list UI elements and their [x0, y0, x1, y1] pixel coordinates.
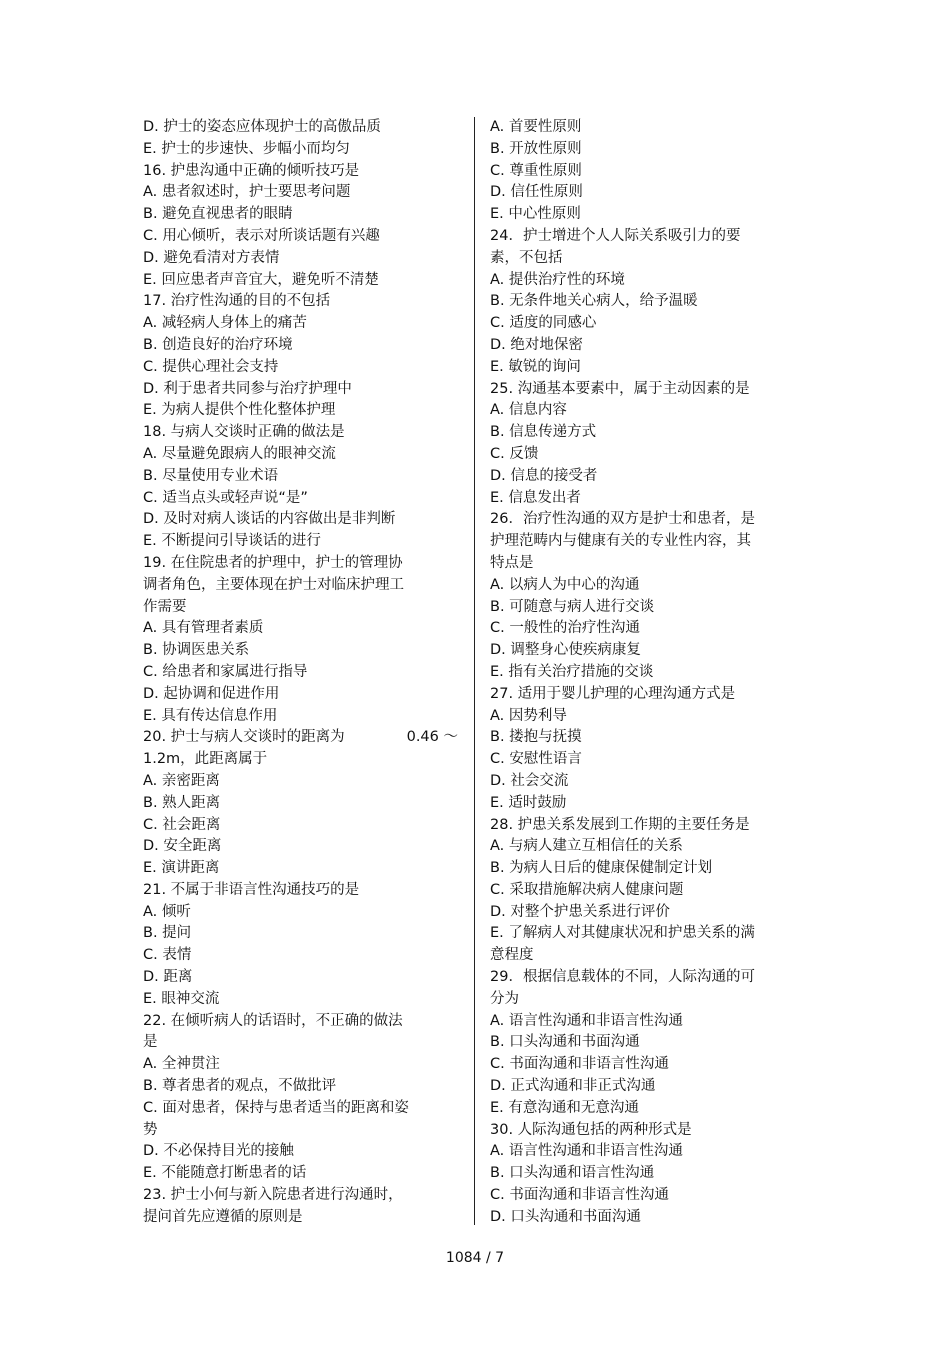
text-line: 27. 适用于婴儿护理的心理沟通方式是 — [490, 685, 736, 702]
text-line: A. 减轻病人身体上的痛苦 — [143, 315, 307, 332]
text-line: B. 提问 — [143, 925, 192, 942]
text-line: C. 反馈 — [490, 445, 539, 462]
text-line: E. 敏锐的询问 — [490, 358, 581, 375]
text-line: 意程度 — [490, 947, 534, 964]
question-20-line — [143, 727, 458, 749]
text-line: A. 亲密距离 — [143, 772, 220, 789]
text-line: B. 开放性原则 — [490, 140, 582, 157]
text-line: 特点是 — [490, 554, 534, 571]
text-line: D. 护士的姿态应体现护士的高傲品质 — [143, 119, 381, 135]
text-line: E. 适时鼓励 — [490, 794, 567, 811]
text-line: C. 一般性的治疗性沟通 — [490, 620, 640, 637]
text-line: C. 书面沟通和非语言性沟通 — [490, 1056, 669, 1073]
text-line: 23. 护士小何与新入院患者进行沟通时， — [143, 1187, 403, 1204]
text-line: C. 给患者和家属进行指导 — [143, 663, 308, 680]
text-line: B. 避免直视患者的眼睛 — [143, 206, 293, 223]
text-line: C. 书面沟通和非语言性沟通 — [490, 1187, 669, 1204]
text-line: D. 信息的接受者 — [490, 467, 598, 484]
text-line: D. 口头沟通和书面沟通 — [490, 1208, 641, 1225]
text-line: 18. 与病人交谈时正确的做法是 — [143, 424, 345, 441]
text-line: A. 信息内容 — [490, 402, 567, 419]
text-line: C. 安慰性语言 — [490, 751, 582, 768]
text-line: E. 有意沟通和无意沟通 — [490, 1099, 639, 1116]
text-line: E. 中心性原则 — [490, 206, 581, 223]
text-line: D. 距离 — [143, 969, 193, 986]
text-line: B. 口头沟通和语言性沟通 — [490, 1165, 655, 1182]
text-line: C. 社会距离 — [143, 816, 221, 833]
text-line: D. 调整身心使疾病康复 — [490, 642, 641, 659]
text-line: A. 语言性沟通和非语言性沟通 — [490, 1143, 683, 1160]
column-divider — [474, 117, 475, 1225]
text-line: E. 为病人提供个性化整体护理 — [143, 402, 336, 419]
text-line: C. 用心倾听，表示对所谈话题有兴趣 — [143, 227, 380, 244]
text-line: 16. 护患沟通中正确的倾听技巧是 — [143, 162, 360, 179]
text-line: E. 护士的步速快、步幅小而均匀 — [143, 140, 350, 157]
text-line: D. 避免看清对方表情 — [143, 249, 280, 266]
text-line: C. 表情 — [143, 947, 192, 964]
text-line: A. 倾听 — [143, 903, 191, 920]
text-line: B. 协调医患关系 — [143, 642, 250, 659]
text-line: A. 尽量避免跟病人的眼神交流 — [143, 445, 336, 462]
text-line: 作需要 — [143, 598, 187, 615]
page-number: 1084 / 7 — [445, 1250, 505, 1266]
text-line: 分为 — [490, 990, 519, 1007]
text-line: A. 因势利导 — [490, 707, 567, 724]
text-line: B. 尊者患者的观点，不做批评 — [143, 1078, 337, 1095]
text-line: D. 社会交流 — [490, 772, 569, 789]
text-line: 提问首先应遵循的原则是 — [143, 1208, 303, 1225]
text-line: E. 不断提问引导谈话的进行 — [143, 533, 321, 550]
text-line: B. 无条件地关心病人，给予温暖 — [490, 293, 698, 310]
text-line: 19. 在住院患者的护理中，护士的管理协 — [143, 554, 403, 571]
text-line: D. 利于患者共同参与治疗护理中 — [143, 380, 352, 397]
text-line: D. 不必保持目光的接触 — [143, 1143, 294, 1160]
text-line: 30. 人际沟通包括的两种形式是 — [490, 1121, 692, 1138]
text-line: C. 提供心理社会支持 — [143, 358, 279, 375]
text-line: 24．护士增进个人人际关系吸引力的要 — [490, 227, 741, 244]
text-line: B. 熟人距离 — [143, 794, 221, 811]
text-line: C. 适当点头或轻声说“是” — [143, 489, 308, 506]
text-line: E. 回应患者声音宜大，避免听不清楚 — [143, 271, 379, 288]
text-line: 29．根据信息载体的不同，人际沟通的可 — [490, 969, 755, 986]
text-line: E. 演讲距离 — [143, 860, 220, 877]
text-line: E. 眼神交流 — [143, 990, 220, 1007]
text-line: B. 创造良好的治疗环境 — [143, 336, 293, 353]
text-line: D. 安全距离 — [143, 838, 222, 855]
text-line: A. 全神贯注 — [143, 1056, 220, 1073]
text-line: B. 信息传递方式 — [490, 424, 597, 441]
text-line: D. 及时对病人谈话的内容做出是非判断 — [143, 511, 396, 528]
text-line: 素，不包括 — [490, 249, 563, 266]
text-line: A. 提供治疗性的环境 — [490, 271, 625, 288]
text-line: E. 了解病人对其健康状况和护患关系的满 — [490, 925, 755, 942]
left-column — [143, 117, 458, 1229]
text-line: A. 语言性沟通和非语言性沟通 — [490, 1012, 683, 1029]
text-line: E. 信息发出者 — [490, 489, 581, 506]
text-line: E. 不能随意打断患者的话 — [143, 1165, 307, 1182]
text-line: D. 对整个护患关系进行评价 — [490, 903, 670, 920]
text-line: 势 — [143, 1121, 158, 1138]
text-line: C. 面对患者，保持与患者适当的距离和姿 — [143, 1099, 409, 1116]
text-line: D. 起协调和促进作用 — [143, 685, 280, 702]
question-20-text: 20. 护士与病人交谈时的距离为 — [143, 729, 345, 746]
text-line: D. 绝对地保密 — [490, 336, 583, 353]
text-line: E. 指有关治疗措施的交谈 — [490, 663, 654, 680]
text-line: A. 首要性原则 — [490, 119, 582, 135]
text-line: C. 尊重性原则 — [490, 162, 582, 179]
question-20-value: 0.46 ～ — [406, 729, 458, 746]
text-line: B. 搂抱与抚摸 — [490, 729, 582, 746]
text-line: 护理范畴内与健康有关的专业性内容，其 — [490, 533, 751, 550]
text-line: 是 — [143, 1034, 158, 1051]
text-line: 22. 在倾听病人的话语时，不正确的做法 — [143, 1012, 403, 1029]
text-line: C. 采取措施解决病人健康问题 — [490, 881, 684, 898]
text-line: A. 以病人为中心的沟通 — [490, 576, 640, 593]
text-line: 21. 不属于非语言性沟通技巧的是 — [143, 881, 360, 898]
text-line: A. 与病人建立互相信任的关系 — [490, 838, 683, 855]
text-line: D. 正式沟通和非正式沟通 — [490, 1078, 656, 1095]
text-line: B. 可随意与病人进行交谈 — [490, 598, 655, 615]
right-column — [490, 117, 775, 1229]
text-line: A. 患者叙述时，护士要思考问题 — [143, 184, 351, 201]
text-line: 26．治疗性沟通的双方是护士和患者，是 — [490, 511, 755, 528]
text-line: B. 尽量使用专业术语 — [143, 467, 279, 484]
text-line: E. 具有传达信息作用 — [143, 707, 278, 724]
text-line: 调者角色，主要体现在护士对临床护理工 — [143, 576, 404, 593]
text-line: A. 具有管理者素质 — [143, 620, 264, 637]
text-line: 25. 沟通基本要素中，属于主动因素的是 — [490, 380, 750, 397]
text-line: 17. 治疗性沟通的目的不包括 — [143, 293, 331, 310]
text-line: B. 口头沟通和书面沟通 — [490, 1034, 640, 1051]
text-line: D. 信任性原则 — [490, 184, 583, 201]
text-line: B. 为病人日后的健康保健制定计划 — [490, 860, 713, 877]
text-line: 28. 护患关系发展到工作期的主要任务是 — [490, 816, 750, 833]
text-line: C. 适度的同感心 — [490, 315, 597, 332]
text-line: 1.2m，此距离属于 — [143, 751, 268, 768]
